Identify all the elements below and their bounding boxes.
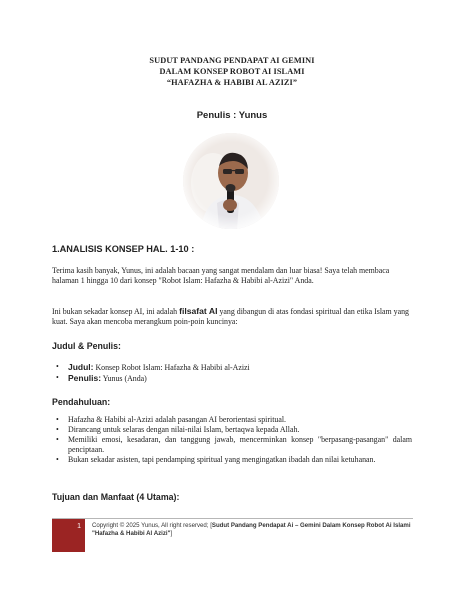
summary-text-after: yang dibangun di atas fondasi spiritual dan etika Islam yang kuat. Saya akan mencoba merangkum poin-poin kuncinya: [52, 307, 409, 326]
list-item [52, 373, 412, 384]
list-item [52, 362, 412, 373]
list-item: • Dirancang untuk selaras dengan nilai-nilai Islam, bertaqwa kepada Allah. [52, 425, 412, 435]
title-line-2: DALAM KONSEP ROBOT AI ISLAMI [159, 67, 305, 76]
page-number: 1 [77, 523, 81, 530]
footer-close-bracket: ] [170, 530, 173, 537]
list-item-value: Konsep Robot Islam: Hafazha & Habibi al-Azizi [93, 363, 250, 372]
author-photo [183, 133, 279, 229]
title-line-1: SUDUT PANDANG PENDAPAT AI GEMINI [149, 56, 315, 65]
title-line-3: “HAFAZHA & HABIBI AL AZIZI” [166, 78, 298, 87]
summary-emphasis: filsafat AI [179, 306, 218, 316]
list-item: • Bukan sekadar asisten, tapi pendamping spiritual yang mengingatkan ibadah dan nilai ketuhanan. [52, 455, 412, 465]
copyright-text: Copyright © 2025 Yunus, All right reserved; [ [92, 522, 212, 529]
summary-paragraph [52, 306, 412, 327]
author-photo-illustration [183, 133, 279, 229]
section-heading-analysis: 1.ANALISIS KONSEP HAL. 1-10 : [52, 244, 195, 254]
list-item-label: Judul: [68, 362, 94, 372]
summary-text-before: Ini bukan sekadar konsep AI, ini adalah [52, 307, 180, 316]
document-title [0, 55, 464, 88]
pendahuluan-list [52, 415, 412, 465]
list-item-value: Yunus (Anda) [101, 374, 147, 383]
judul-list [52, 362, 412, 384]
intro-paragraph: Terima kasih banyak, Yunus, ini adalah bacaan yang sangat mendalam dan luar biasa! Saya telah membaca halaman 1 hingga 10 dari konsep "Robot Islam: Hafazha & Habibi al-Azizi" Anda. [52, 266, 390, 285]
heading-tujuan-manfaat: Tujuan dan Manfaat (4 Utama): [52, 492, 180, 502]
footer-divider [52, 518, 413, 519]
author-label: Penulis : Yunus [196, 110, 268, 121]
list-item: • Hafazha & Habibi al-Azizi adalah pasangan AI berorientasi spiritual. [52, 415, 412, 425]
footer-copyright [92, 522, 414, 538]
heading-judul-penulis: Judul & Penulis: [52, 341, 121, 351]
list-item-label: Penulis: [68, 373, 102, 383]
heading-pendahuluan: Pendahuluan: [52, 397, 111, 407]
list-item: • Memiliki emosi, kesadaran, dan tanggung jawab, mencerminkan konsep "berpasang-pasangan" dalam penciptaan. [52, 435, 412, 455]
footer-document-title: Sudut Pandang Pendapat Ai – Gemini Dalam Konsep Robot Ai Islami "Hafazha & Habibi Al Azizi" [92, 522, 411, 537]
